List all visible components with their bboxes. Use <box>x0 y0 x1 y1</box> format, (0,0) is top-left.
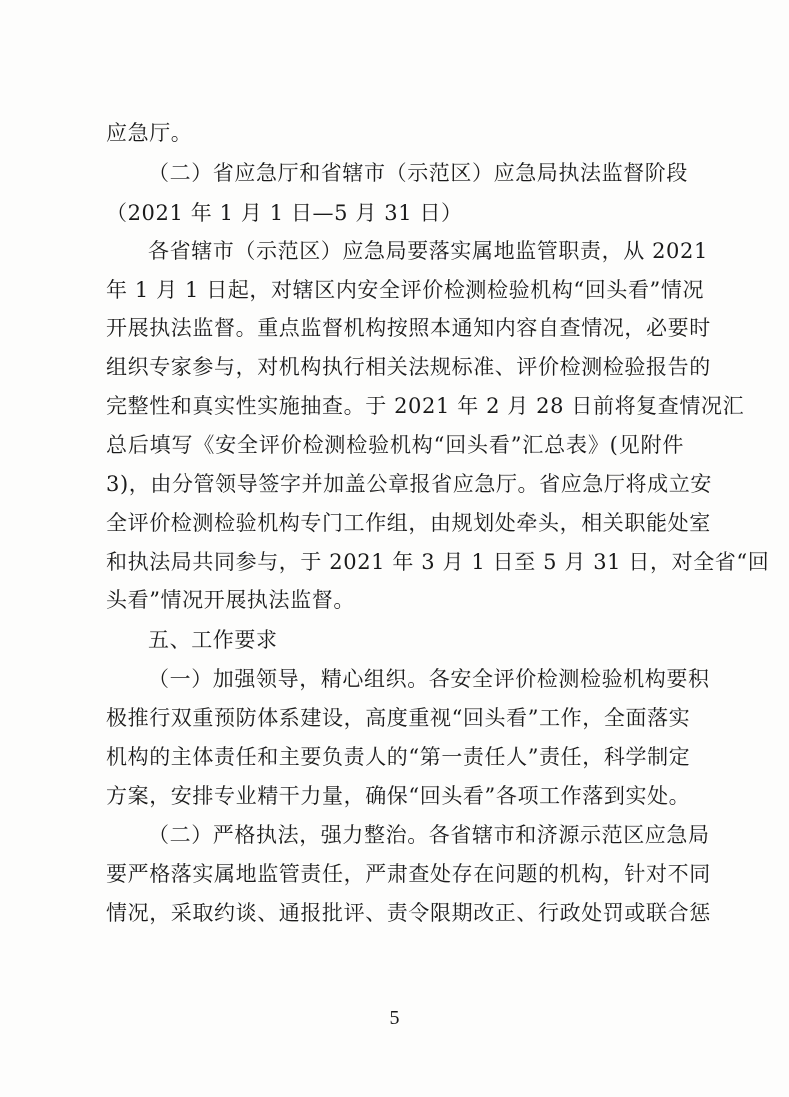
text-line: 完整性和真实性实施抽查。于 2021 年 2 月 28 日前将复查情况汇 <box>106 394 745 418</box>
text-line: 方案，安排专业精干力量，确保“回头看”各项工作落到实处。 <box>106 784 691 808</box>
text-line: （一）加强领导，精心组织。各安全评价检测检验机构要积 <box>148 667 710 691</box>
text-line: 各省辖市（示范区）应急局要落实属地监管职责，从 2021 <box>148 239 708 263</box>
page-number: 5 <box>389 1007 400 1029</box>
text-line: （二）严格执法，强力整治。各省辖市和济源示范区应急局 <box>148 823 710 847</box>
text-line: 要严格落实属地监管责任，严肃查处存在问题的机构，针对不同 <box>106 862 711 886</box>
text-line: 机构的主体责任和主要负责人的“第一责任人”责任，科学制定 <box>106 745 691 769</box>
text-line: 全评价检测检验机构专门工作组，由规划处牵头，相关职能处室 <box>106 511 711 535</box>
text-line: 极推行双重预防体系建设，高度重视“回头看”工作，全面落实 <box>106 706 691 730</box>
text-line: 组织专家参与，对机构执行相关法规标准、评价检测检验报告的 <box>106 355 711 379</box>
section-heading: （二）省应急厅和省辖市（示范区）应急局执法监督阶段 <box>148 161 688 185</box>
text-line: 头看”情况开展执法监督。 <box>106 588 355 612</box>
text-line: 开展执法监督。重点监督机构按照本通知内容自查情况，必要时 <box>106 316 711 340</box>
text-line: 情况，采取约谈、通报批评、责令限期改正、行政处罚或联合惩 <box>106 901 711 925</box>
text-line: 和执法局共同参与，于 2021 年 3 月 1 日至 5 月 31 日，对全省“回 <box>106 550 770 574</box>
text-line: 总后填写《安全评价检测检验机构“回头看”汇总表》(见附件 <box>106 433 684 457</box>
text-line: 3)，由分管领导签字并加盖公章报省应急厅。省应急厅将成立安 <box>106 472 712 496</box>
section-title: 五、工作要求 <box>148 628 278 652</box>
text-line: 年 1 月 1 日起，对辖区内安全评价检测检验机构“回头看”情况 <box>106 278 705 302</box>
text-line: （2021 年 1 月 1 日—5 月 31 日） <box>106 201 463 225</box>
text-line: 应急厅。 <box>106 121 193 145</box>
